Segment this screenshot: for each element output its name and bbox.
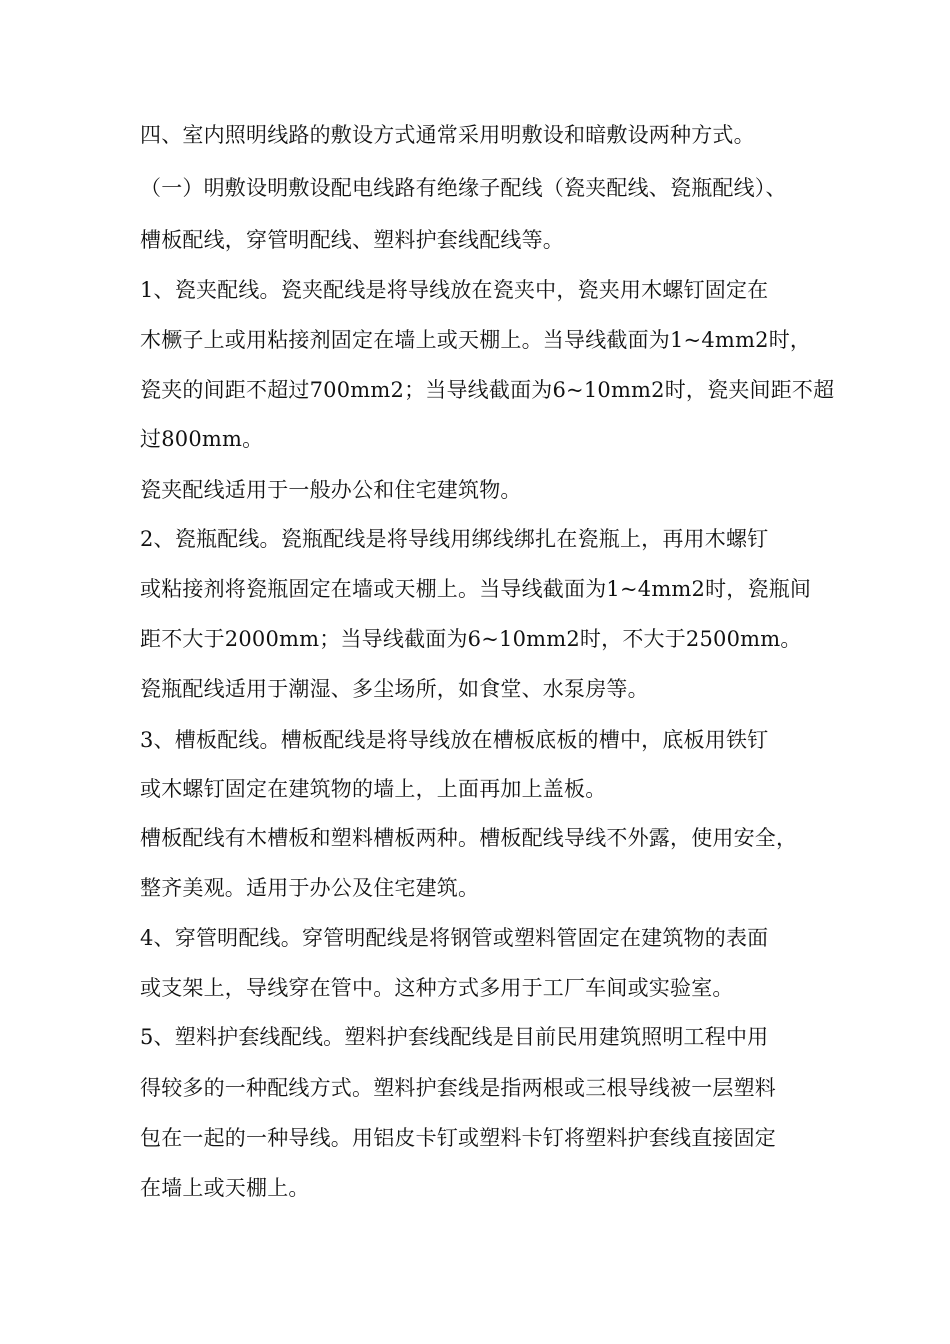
text-line-04: 1、瓷夹配线。瓷夹配线是将导线放在瓷夹中，瓷夹用木螺钉固定在 bbox=[140, 278, 769, 302]
text-line-16: 整齐美观。适用于办公及住宅建筑。 bbox=[140, 876, 480, 900]
text-line-05: 木橛子上或用粘接剂固定在墙上或天棚上。当导线截面为1~4mm2时， bbox=[140, 328, 812, 352]
text-line-19: 5、塑料护套线配线。塑料护套线配线是目前民用建筑照明工程中用 bbox=[140, 1025, 769, 1049]
text-line-20: 得较多的一种配线方式。塑料护套线是指两根或三根导线被一层塑料 bbox=[140, 1076, 776, 1100]
text-line-22: 在墙上或天棚上。 bbox=[140, 1176, 310, 1200]
text-line-08: 瓷夹配线适用于一般办公和住宅建筑物。 bbox=[140, 478, 522, 502]
text-line-09: 2、瓷瓶配线。瓷瓶配线是将导线用绑线绑扎在瓷瓶上，再用木螺钉 bbox=[140, 527, 769, 551]
text-line-18: 或支架上，导线穿在管中。这种方式多用于工厂车间或实验室。 bbox=[140, 976, 734, 1000]
text-line-03: 槽板配线，穿管明配线、塑料护套线配线等。 bbox=[140, 228, 564, 252]
text-line-06: 瓷夹的间距不超过700mm2；当导线截面为6~10mm2时，瓷夹间距不超 bbox=[140, 378, 835, 402]
text-line-12: 瓷瓶配线适用于潮湿、多尘场所，如食堂、水泵房等。 bbox=[140, 677, 649, 701]
text-line-10: 或粘接剂将瓷瓶固定在墙或天棚上。当导线截面为1~4mm2时，瓷瓶间 bbox=[140, 577, 812, 601]
text-line-14: 或木螺钉固定在建筑物的墙上，上面再加上盖板。 bbox=[140, 777, 607, 801]
text-line-17: 4、穿管明配线。穿管明配线是将钢管或塑料管固定在建筑物的表面 bbox=[140, 926, 769, 950]
text-line-13: 3、槽板配线。槽板配线是将导线放在槽板底板的槽中，底板用铁钉 bbox=[140, 728, 769, 752]
text-line-11: 距不大于2000mm；当导线截面为6~10mm2时，不大于2500mm。 bbox=[140, 627, 802, 651]
text-line-07: 过800mm。 bbox=[140, 427, 264, 451]
text-line-21: 包在一起的一种导线。用铝皮卡钉或塑料卡钉将塑料护套线直接固定 bbox=[140, 1126, 776, 1150]
text-line-01: 四、室内照明线路的敷设方式通常采用明敷设和暗敷设两种方式。 bbox=[140, 123, 755, 147]
text-line-02: （一）明敷设明敷设配电线路有绝缘子配线（瓷夹配线、瓷瓶配线）、 bbox=[140, 176, 787, 200]
text-line-15: 槽板配线有木槽板和塑料槽板两种。槽板配线导线不外露，使用安全， bbox=[140, 826, 798, 850]
